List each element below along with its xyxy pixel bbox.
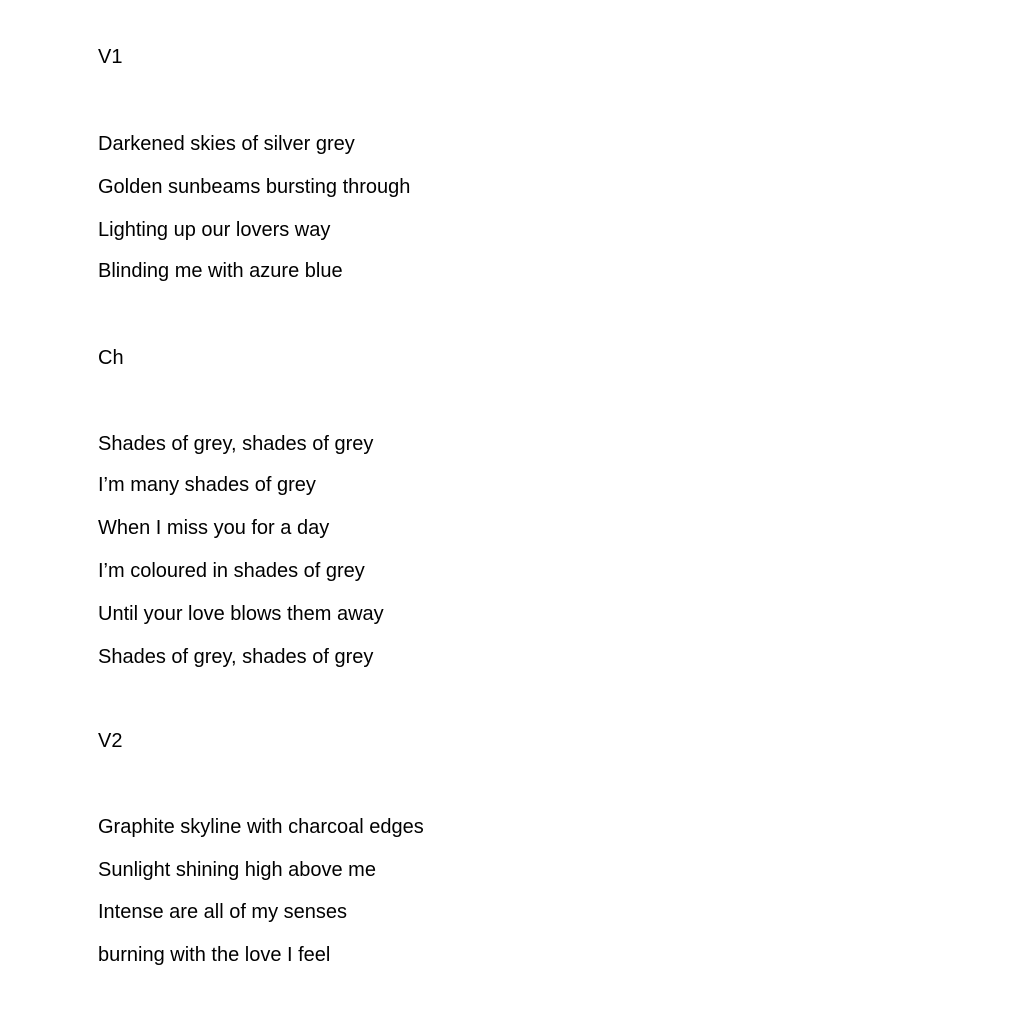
lyric-line: Until your love blows them away: [98, 603, 384, 625]
section-heading-v1: V1: [98, 46, 123, 68]
lyric-line: Darkened skies of silver grey: [98, 133, 355, 155]
lyric-line: burning with the love I feel: [98, 944, 331, 966]
lyric-line: Golden sunbeams bursting through: [98, 176, 411, 198]
lyric-line: I’m many shades of grey: [98, 474, 316, 496]
lyric-line: Blinding me with azure blue: [98, 260, 343, 282]
lyric-line: Sunlight shining high above me: [98, 859, 376, 881]
lyric-line: Shades of grey, shades of grey: [98, 646, 374, 668]
section-heading-v2: V2: [98, 730, 123, 752]
lyric-line: Intense are all of my senses: [98, 901, 348, 923]
lyric-line: Shades of grey, shades of grey: [98, 433, 374, 455]
section-heading-ch: Ch: [98, 347, 124, 369]
lyric-line: Lighting up our lovers way: [98, 219, 331, 241]
lyric-line: I’m coloured in shades of grey: [98, 560, 365, 582]
lyric-line: When I miss you for a day: [98, 517, 330, 539]
lyric-line: Graphite skyline with charcoal edges: [98, 816, 424, 838]
